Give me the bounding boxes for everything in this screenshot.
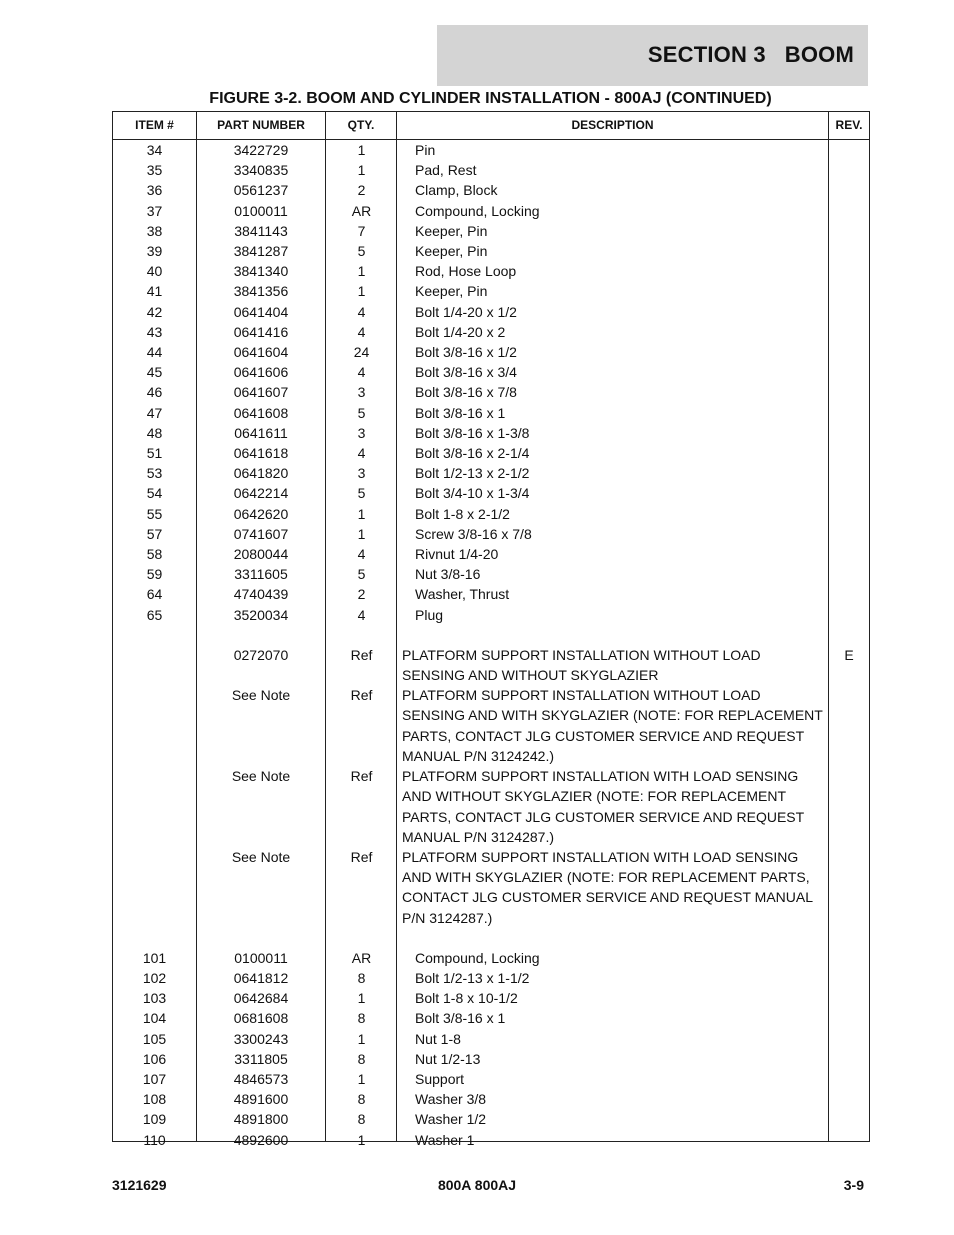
qty-cell: 4 xyxy=(357,323,366,340)
part-number-cell: 3841143 xyxy=(234,222,288,239)
item-cell: 40 xyxy=(146,263,163,280)
part-number-cell: 0561237 xyxy=(233,182,289,199)
description-cell: Bolt 3/8-16 x 1 xyxy=(415,404,506,421)
table-row xyxy=(113,302,869,322)
table-row xyxy=(113,584,869,604)
part-number-cell: 0641606 xyxy=(233,364,289,381)
rev-cell: E xyxy=(844,646,854,663)
table-row xyxy=(113,201,869,221)
table-row xyxy=(113,948,869,968)
description-cell: Bolt 3/8-16 x 3/4 xyxy=(415,364,517,381)
table-row xyxy=(113,483,869,503)
table-row xyxy=(113,645,869,685)
description-cell: Rivnut 1/4-20 xyxy=(415,546,499,563)
qty-cell: Ref xyxy=(350,848,373,865)
part-number-cell: 4740439 xyxy=(233,586,289,603)
qty-cell: 4 xyxy=(357,546,366,563)
description-cell: Bolt 1-8 x 2-1/2 xyxy=(415,505,510,522)
table-body xyxy=(113,140,869,1150)
description-cell: Bolt 3/8-16 x 1/2 xyxy=(415,344,517,361)
table-group-gap xyxy=(113,625,869,645)
table-row xyxy=(113,342,869,362)
description-cell: Keeper, Pin xyxy=(415,222,488,239)
qty-cell: 1 xyxy=(357,1070,366,1087)
item-cell: 55 xyxy=(146,505,163,522)
table-row xyxy=(113,1089,869,1109)
table-row xyxy=(113,847,869,928)
part-number-cell: 0642214 xyxy=(233,485,289,502)
part-number-cell: 0100011 xyxy=(234,949,288,966)
item-cell: 38 xyxy=(146,222,163,239)
col-header-item: ITEM # xyxy=(135,118,174,132)
part-number-cell: 0272070 xyxy=(233,646,289,663)
table-row xyxy=(113,140,869,160)
item-cell: 104 xyxy=(142,1010,167,1027)
description-cell: Bolt 1/2-13 x 2-1/2 xyxy=(415,465,530,482)
item-cell: 47 xyxy=(146,404,163,421)
part-number-cell: 0641611 xyxy=(234,424,288,441)
col-header-qty: QTY. xyxy=(347,118,375,132)
footer-page-number: 3-9 xyxy=(843,1177,864,1193)
table-row xyxy=(113,1130,869,1150)
description-cell: Washer, Thrust xyxy=(415,586,510,603)
part-number-cell: 0641618 xyxy=(233,445,289,462)
qty-cell: 8 xyxy=(357,1111,366,1128)
qty-cell: 5 xyxy=(357,243,366,260)
table-row xyxy=(113,382,869,402)
item-cell: 42 xyxy=(146,303,163,320)
table-row xyxy=(113,160,869,180)
qty-cell: 2 xyxy=(357,182,366,199)
footer-model: 800A 800AJ xyxy=(437,1177,517,1193)
description-cell: Nut 3/8-16 xyxy=(415,566,481,583)
part-number-cell: 3841356 xyxy=(233,283,289,300)
section-header-band xyxy=(437,25,868,86)
table-row xyxy=(113,423,869,443)
qty-cell: 5 xyxy=(357,404,366,421)
description-cell: Pad, Rest xyxy=(415,162,477,179)
description-cell: PLATFORM SUPPORT INSTALLATION WITHOUT LOAD SENSING AND WITH SKYGLAZIER (NOTE: FOR REPLACEMENT PARTS, CONTACT JLG CUSTOMER SERVICE AND REQUEST MANUAL P/N 3124242.) xyxy=(402,687,823,764)
item-cell: 43 xyxy=(146,323,163,340)
part-number-cell: 0642620 xyxy=(233,505,289,522)
item-cell: 101 xyxy=(142,949,167,966)
qty-cell: 1 xyxy=(357,142,366,158)
item-cell: 59 xyxy=(146,566,163,583)
item-cell: 108 xyxy=(142,1091,167,1108)
description-cell: Rod, Hose Loop xyxy=(415,263,517,280)
item-cell: 65 xyxy=(146,606,163,623)
item-cell: 48 xyxy=(146,424,163,441)
col-header-description: DESCRIPTION xyxy=(571,118,654,132)
item-cell: 35 xyxy=(146,162,163,179)
description-cell: PLATFORM SUPPORT INSTALLATION WITHOUT LOAD SENSING AND WITHOUT SKYGLAZIER xyxy=(402,646,761,684)
qty-cell: 1 xyxy=(357,990,366,1007)
qty-cell: 5 xyxy=(357,566,366,583)
part-number-cell: 4891600 xyxy=(233,1091,289,1108)
qty-cell: AR xyxy=(351,949,372,966)
qty-cell: 4 xyxy=(357,606,366,623)
table-row xyxy=(113,988,869,1008)
item-cell: 106 xyxy=(142,1050,167,1067)
description-cell: Keeper, Pin xyxy=(415,243,488,260)
item-cell: 54 xyxy=(146,485,163,502)
figure-title: FIGURE 3-2. BOOM AND CYLINDER INSTALLATION - 800AJ (CONTINUED) xyxy=(209,90,772,107)
description-cell: Support xyxy=(415,1070,465,1087)
part-number-cell: See Note xyxy=(231,848,291,865)
item-cell: 53 xyxy=(146,465,163,482)
qty-cell: 1 xyxy=(357,525,366,542)
part-number-cell: 0641608 xyxy=(233,404,289,421)
qty-cell: 24 xyxy=(353,344,370,361)
qty-cell: 1 xyxy=(357,263,366,280)
item-cell: 41 xyxy=(146,283,163,300)
part-number-cell: 0681608 xyxy=(233,1010,289,1027)
qty-cell: 8 xyxy=(357,969,366,986)
part-number-cell: 4892600 xyxy=(233,1131,289,1148)
description-cell: Bolt 3/8-16 x 7/8 xyxy=(415,384,517,401)
item-cell: 57 xyxy=(146,525,163,542)
part-number-cell: 4891800 xyxy=(233,1111,289,1128)
table-row xyxy=(113,968,869,988)
description-cell: Bolt 3/8-16 x 2-1/4 xyxy=(415,445,530,462)
table-row xyxy=(113,504,869,524)
qty-cell: 7 xyxy=(357,222,366,239)
description-cell: Bolt 1/2-13 x 1-1/2 xyxy=(415,969,530,986)
table-row xyxy=(113,1069,869,1089)
part-number-cell: 0641416 xyxy=(233,323,289,340)
part-number-cell: 0741607 xyxy=(233,525,289,542)
table-group-gap xyxy=(113,928,869,948)
part-number-cell: 0641604 xyxy=(233,344,289,361)
part-number-cell: 0641812 xyxy=(233,969,289,986)
item-cell: 64 xyxy=(146,586,163,603)
table-row xyxy=(113,766,869,847)
description-cell: Plug xyxy=(415,606,444,623)
table-row xyxy=(113,261,869,281)
description-cell: Nut 1-8 xyxy=(415,1030,461,1047)
item-cell: 46 xyxy=(146,384,163,401)
qty-cell: 5 xyxy=(357,485,366,502)
qty-cell: 1 xyxy=(357,1131,366,1148)
table-row xyxy=(113,1049,869,1069)
item-cell: 45 xyxy=(146,364,163,381)
part-number-cell: 3300243 xyxy=(233,1030,289,1047)
qty-cell: 1 xyxy=(357,505,366,522)
table-row xyxy=(113,605,869,625)
part-number-cell: 0641404 xyxy=(233,303,289,320)
qty-cell: 1 xyxy=(357,1030,366,1047)
table-row xyxy=(113,221,869,241)
part-number-cell: 0641607 xyxy=(233,384,289,401)
description-cell: Bolt 1/4-20 x 2 xyxy=(415,323,506,340)
table-row xyxy=(113,685,869,766)
table-row xyxy=(113,362,869,382)
qty-cell: Ref xyxy=(350,646,373,663)
item-cell: 39 xyxy=(146,243,163,260)
item-cell: 109 xyxy=(142,1111,167,1128)
item-cell: 36 xyxy=(146,182,163,199)
qty-cell: 4 xyxy=(357,445,366,462)
description-cell: Compound, Locking xyxy=(415,202,540,219)
item-cell: 37 xyxy=(146,202,163,219)
part-number-cell: 0100011 xyxy=(234,202,288,219)
description-cell: Clamp, Block xyxy=(415,182,498,199)
description-cell: Bolt 3/8-16 x 1 xyxy=(415,1010,506,1027)
col-header-part-number: PART NUMBER xyxy=(217,118,305,132)
qty-cell: Ref xyxy=(350,768,373,785)
table-row xyxy=(113,463,869,483)
parts-table xyxy=(112,111,870,1148)
part-number-cell: 3520034 xyxy=(233,606,289,623)
part-number-cell: 2080044 xyxy=(233,546,289,563)
part-number-cell: 3841287 xyxy=(233,243,289,260)
description-cell: PLATFORM SUPPORT INSTALLATION WITH LOAD SENSING AND WITHOUT SKYGLAZIER (NOTE: FOR REPLACEMENT PARTS, CONTACT JLG CUSTOMER SERVICE AND REQUEST MANUAL P/N 3124287.) xyxy=(402,768,805,845)
part-number-cell: 4846573 xyxy=(233,1070,289,1087)
qty-cell: 3 xyxy=(357,465,366,482)
description-cell: Bolt 3/4-10 x 1-3/4 xyxy=(415,485,530,502)
qty-cell: 4 xyxy=(357,303,366,320)
item-cell: 58 xyxy=(146,546,163,563)
qty-cell: 3 xyxy=(357,424,366,441)
table-row xyxy=(113,180,869,200)
qty-cell: Ref xyxy=(350,687,373,704)
qty-cell: 3 xyxy=(357,384,366,401)
part-number-cell: See Note xyxy=(231,768,291,785)
part-number-cell: 0642684 xyxy=(233,990,289,1007)
qty-cell: 8 xyxy=(357,1010,366,1027)
description-cell: Washer 1/2 xyxy=(415,1111,487,1128)
part-number-cell: 3311805 xyxy=(234,1050,288,1067)
item-cell: 103 xyxy=(142,990,167,1007)
table-row xyxy=(113,322,869,342)
description-cell: PLATFORM SUPPORT INSTALLATION WITH LOAD SENSING AND WITH SKYGLAZIER (NOTE: FOR REPLACEMENT PARTS, CONTACT JLG CUSTOMER SERVICE AND REQUEST MANUAL P/N 3124287.) xyxy=(402,848,814,926)
table-row xyxy=(113,403,869,423)
description-cell: Bolt 1-8 x 10-1/2 xyxy=(415,990,518,1007)
part-number-cell: See Note xyxy=(231,687,291,704)
qty-cell: 1 xyxy=(357,162,366,179)
col-header-rev: REV. xyxy=(835,118,863,132)
item-cell: 110 xyxy=(143,1131,166,1148)
description-cell: Pin xyxy=(415,142,436,158)
qty-cell: AR xyxy=(351,202,372,219)
item-cell: 44 xyxy=(146,344,163,361)
part-number-cell: 3311605 xyxy=(234,566,288,583)
item-cell: 34 xyxy=(146,142,163,158)
qty-cell: 2 xyxy=(357,586,366,603)
qty-cell: 8 xyxy=(357,1050,366,1067)
table-row xyxy=(113,443,869,463)
qty-cell: 8 xyxy=(357,1091,366,1108)
footer-doc-number: 3121629 xyxy=(112,1177,167,1193)
part-number-cell: 3340835 xyxy=(233,162,289,179)
item-cell: 107 xyxy=(142,1070,167,1087)
section-title: SECTION 3 BOOM xyxy=(647,42,854,67)
table-row xyxy=(113,564,869,584)
description-cell: Nut 1/2-13 xyxy=(415,1050,481,1067)
qty-cell: 4 xyxy=(357,364,366,381)
table-row xyxy=(113,1109,869,1129)
part-number-cell: 3841340 xyxy=(233,263,289,280)
part-number-cell: 3422729 xyxy=(233,142,289,158)
table-row xyxy=(113,544,869,564)
table-row xyxy=(113,1008,869,1028)
part-number-cell: 0641820 xyxy=(233,465,289,482)
table-row xyxy=(113,524,869,544)
item-cell: 102 xyxy=(142,969,167,986)
description-cell: Bolt 3/8-16 x 1-3/8 xyxy=(415,424,530,441)
description-cell: Washer 3/8 xyxy=(415,1091,487,1108)
qty-cell: 1 xyxy=(357,283,366,300)
item-cell: 51 xyxy=(146,445,163,462)
description-cell: Compound, Locking xyxy=(415,949,540,966)
item-cell: 105 xyxy=(142,1030,167,1047)
table-row xyxy=(113,1029,869,1049)
table-row xyxy=(113,281,869,301)
description-cell: Screw 3/8-16 x 7/8 xyxy=(415,525,532,542)
table-row xyxy=(113,241,869,261)
description-cell: Washer 1 xyxy=(415,1131,475,1148)
description-cell: Bolt 1/4-20 x 1/2 xyxy=(415,303,517,320)
description-cell: Keeper, Pin xyxy=(415,283,488,300)
